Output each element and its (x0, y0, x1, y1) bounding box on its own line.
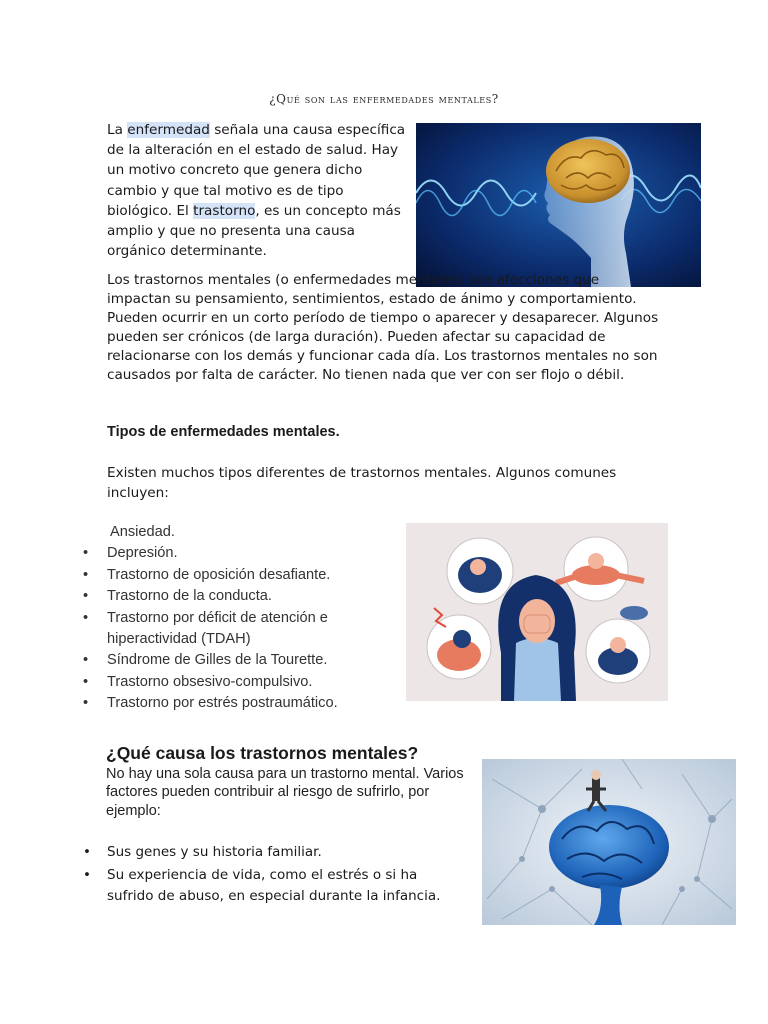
tipos-list (82, 522, 367, 715)
list-item: • Trastorno por déficit de atención e hiperactividad (TDAH) (82, 608, 367, 651)
intro-text: señala una causa específica de la alteración en el estado de salud. Hay un motivo concreto que genera dicho cambio y que tal motivo es de tipo biológico. (107, 122, 406, 219)
list-item: • Depresión. (82, 543, 367, 564)
woman-emotions-icon (406, 523, 668, 701)
section-heading-tipos: Tipos de enfermedades mentales. (107, 424, 340, 440)
list-item: • Sus genes y su historia familiar. (82, 842, 467, 863)
highlight-enfermedad: enfermedad (127, 122, 210, 138)
tipos-intro-text: Existen muchos tipos diferentes de trastornos mentales. Algunos comunes incluyen: (107, 465, 617, 501)
list-item: • Su experiencia de vida, como el estrés o si ha sufrido de abuso, en especial durante la infancia. (82, 865, 467, 906)
causa-list (82, 842, 467, 909)
page-title: ¿Qué son las enfermedades mentales? (269, 92, 499, 106)
intro-text: El (176, 202, 194, 219)
intro-text: , es un concepto más amplio y que no presenta una causa orgánico determinante. (107, 202, 401, 260)
list-item: • Síndrome de Gilles de la Tourette. (82, 650, 367, 671)
definition-paragraph: Los trastornos mentales (o enfermedades mentales) son afecciones que impactan su pensamiento, sentimientos, estado de ánimo y comportamiento. Pueden ocurrir en un corto período de tiempo o aparecer y desaparecer. Algunos pueden ser crónicos (de larga duración). Pueden afectar su capacidad de relacionarse con los demás y funcionar cada día. Los trastornos mentales no son causados por falta de carácter. No tienen nada que ver con ser flojo o débil. (107, 272, 659, 383)
list-item: • Trastorno de la conducta. (82, 586, 367, 607)
intro-paragraph (107, 120, 407, 261)
section-heading-causa: ¿Qué causa los trastornos mentales? (106, 743, 419, 763)
brain-network-icon (482, 759, 736, 925)
highlight-trastorno: trastorno (193, 202, 256, 219)
brain-illustration-icon (416, 123, 701, 287)
list-item: Ansiedad. (110, 524, 175, 540)
emotions-illustration (406, 523, 668, 701)
intro-text: La (107, 122, 128, 138)
list-item: • Trastorno por estrés postraumático. (82, 693, 367, 714)
brain-image (416, 123, 701, 287)
causa-intro-text: No hay una sola causa para un trastorno mental. Varios factores pueden contribuir al riesgo de sufrirlo, por ejemplo: (106, 766, 464, 819)
brain-network-image (482, 759, 736, 925)
list-item: • Trastorno obsesivo-compulsivo. (82, 672, 367, 693)
list-item: • Trastorno de oposición desafiante. (82, 565, 367, 586)
